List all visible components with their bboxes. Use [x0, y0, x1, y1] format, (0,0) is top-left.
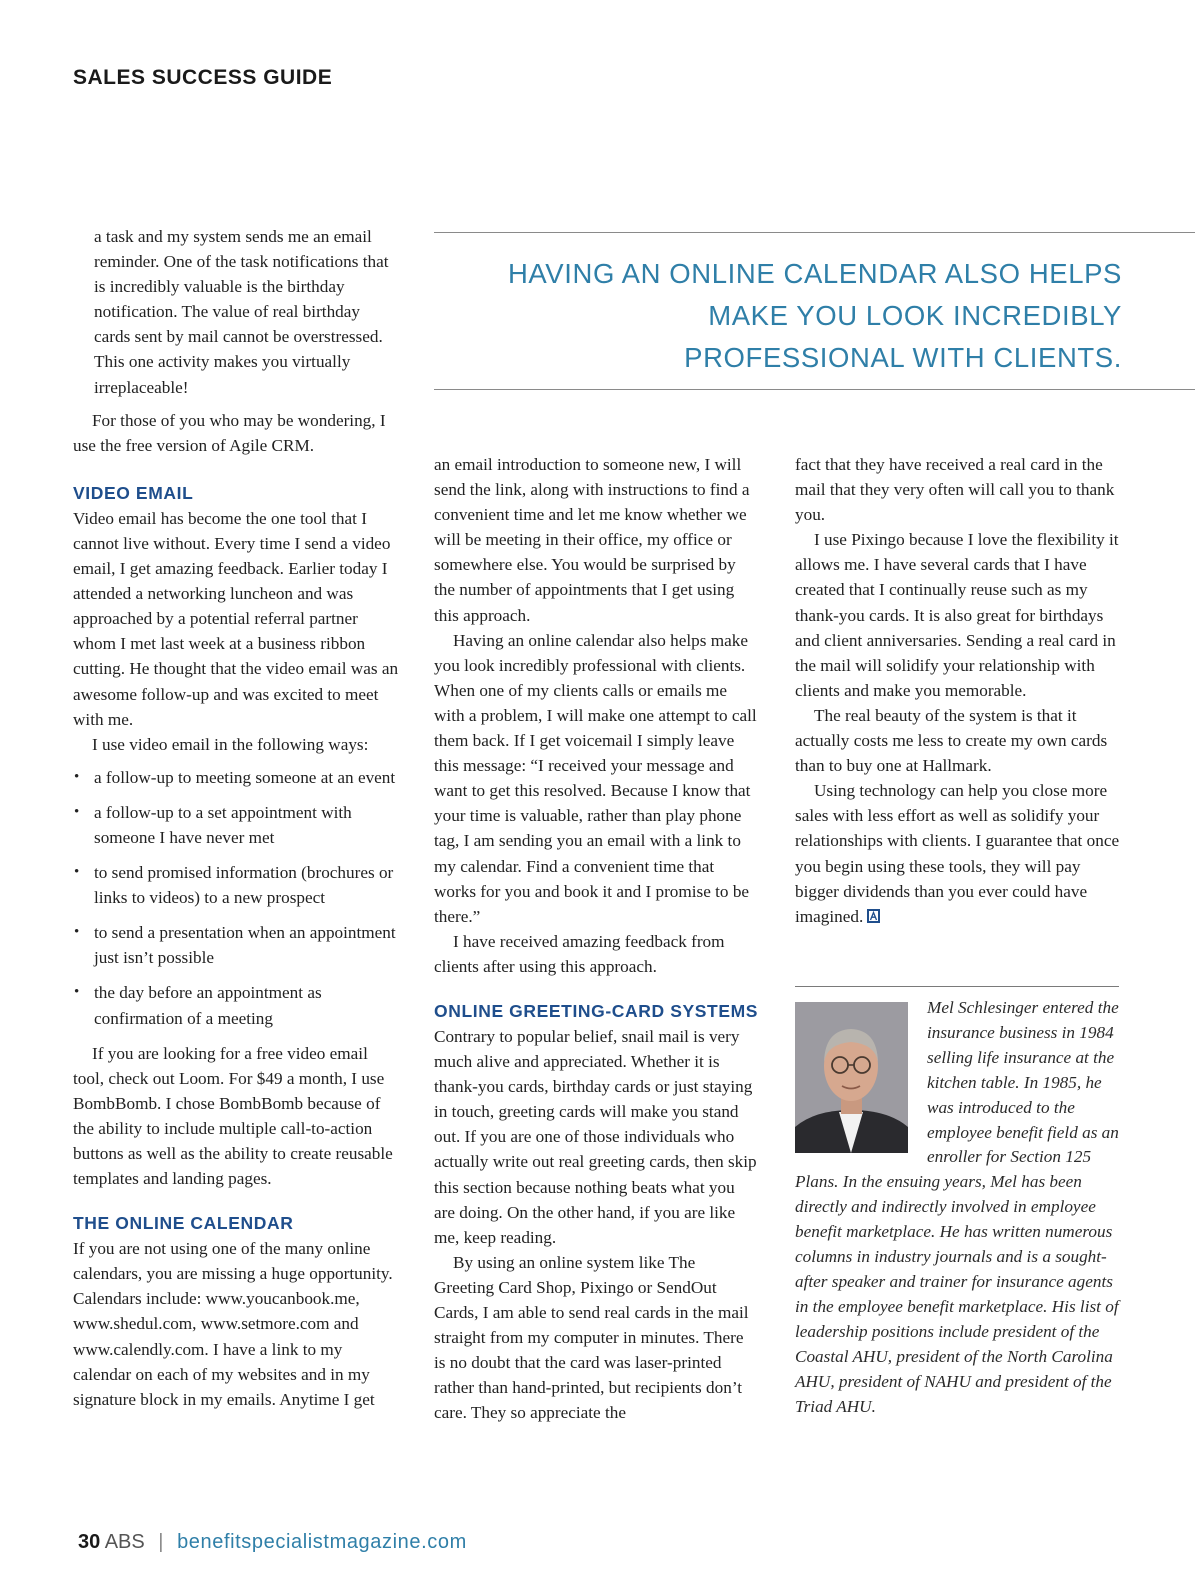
section-title: SALES SUCCESS GUIDE: [73, 66, 333, 89]
author-bio: [795, 996, 1121, 1419]
closing-paragraph: Using technology can help you close more sales with less effort as well as solidify your relationships with clients. I guarantee that once you begin using these tools, they will pay bigger dividends than you ever could have imagined.: [795, 781, 1120, 926]
pull-quote: HAVING AN ONLINE CALENDAR ALSO HELPS MAKE YOU LOOK INCREDIBLY PROFESSIONAL WITH CLIENTS.: [507, 258, 1122, 373]
bullet-icon: •: [74, 864, 80, 881]
section-heading-greeting-cards: ONLINE GREETING-CARD SYSTEMS: [434, 1000, 759, 1021]
list-item: • to send promised information (brochures or links to videos) to a new prospect: [73, 860, 399, 910]
author-portrait: [795, 1002, 908, 1153]
paragraph: For those of you who may be wondering, I use the free version of Agile CRM.: [73, 410, 386, 455]
article-column-3: [795, 452, 1121, 929]
paragraph: If you are not using one of the many online calendars, you are missing a huge opportunity. Calendars include: www.youcanbook.me, www.shedul.com, www.setmore.com and www.calendly.com. I have a link to my calendar on each of my websites and in my signature block in my emails. Anytime I get: [73, 1239, 393, 1409]
list-item: • a follow-up to meeting someone at an event: [73, 765, 399, 790]
paragraph: If you are looking for a free video email tool, check out Loom. For $49 a month, I use BombBomb. I chose BombBomb because of the ability to include multiple call-to-action buttons as well as the ability to create reusable templates and landing pages.: [73, 1043, 393, 1189]
paragraph: Contrary to popular belief, snail mail is very much alive and appreciated. Whether it is thank-you cards, birthday cards or just staying in touch, greeting cards will make you stand out. If you are one of those individuals who actually write out real greeting cards, then skip this section because nothing beats what you are doing. On the other hand, if you are like me, keep reading.: [434, 1026, 757, 1247]
pull-quote-box: [434, 232, 1195, 390]
bullet-icon: •: [74, 924, 80, 941]
website-link[interactable]: benefitspecialistmagazine.com: [177, 1531, 467, 1553]
bullet-list: [73, 765, 399, 1031]
publication-name: ABS: [104, 1531, 145, 1553]
paragraph: By using an online system like The Greeting Card Shop, Pixingo or SendOut Cards, I am able to send real cards in the mail straight from my computer in minutes. There is no doubt that the card was laser-printed rather than hand-printed, but recipients don’t care. They so appreciate the: [434, 1252, 749, 1423]
paragraph: I use video email in the following ways:: [92, 734, 369, 754]
bullet-icon: •: [74, 984, 80, 1001]
paragraph: fact that they have received a real card in the mail that they very often will call you to thank you.: [795, 455, 1115, 525]
article-column-2: [434, 452, 759, 1425]
list-item: • the day before an appointment as confirmation of a meeting: [73, 980, 399, 1030]
article-column-1: [73, 224, 399, 1412]
paragraph: Video email has become the one tool that I cannot live without. Every time I send a video email, I get amazing feedback. Earlier today I attended a networking luncheon and was approached by a potential referral partner whom I met last week at a business ribbon cutting. He thought that the video email was an awesome follow-up and was excited to meet with me.: [73, 508, 399, 729]
paragraph: The real beauty of the system is that it actually costs me less to create my own cards than to buy one at Hallmark.: [795, 705, 1108, 776]
paragraph: I have received amazing feedback from clients after using this approach.: [434, 931, 725, 976]
end-mark-icon: [867, 909, 880, 923]
paragraph: a task and my system sends me an email reminder. One of the task notifications that is incredibly valuable is the birthday notification. The value of real birthday cards sent by mail cannot be overstressed. This one activity makes you virtually irreplaceable!: [94, 227, 389, 397]
page-number: 30: [78, 1531, 101, 1553]
author-photo: [795, 1002, 908, 1153]
section-heading-video-email: VIDEO EMAIL: [73, 482, 194, 503]
list-item: • a follow-up to a set appointment with someone I have never met: [73, 800, 399, 850]
section-heading-online-calendar: THE ONLINE CALENDAR: [73, 1213, 294, 1234]
footer-separator: |: [158, 1531, 164, 1553]
bullet-icon: •: [74, 803, 80, 820]
paragraph: an email introduction to someone new, I will send the link, along with instructions to find a convenient time and let me know whether we will be meeting in their office, my office or somewhere else. You would be surprised by the number of appointments that I get using this approach.: [434, 455, 750, 625]
bio-divider: [795, 986, 1119, 987]
paragraph: I use Pixingo because I love the flexibility it allows me. I have several cards that I have created that I continually reuse such as my thank-you cards. It is also great for birthdays and client anniversaries. Sending a real card in the mail will solidify your relationship with clients and make you memorable.: [795, 530, 1119, 700]
page-footer: [78, 1531, 467, 1554]
list-item: • to send a presentation when an appointment just isn’t possible: [73, 920, 399, 970]
paragraph: Having an online calendar also helps make you look incredibly professional with clients. When one of my clients calls or emails me with a problem, I will make one attempt to call them back. If I get voicemail I simply leave this message: “I received your message and want to get this resolved. Because I know that your time is valuable, rather than play phone tag, I am sending you an email with a link to my calendar. Find a convenient time that works for you and book it and I promise to be there.”: [434, 630, 757, 926]
bullet-icon: •: [74, 768, 80, 785]
bio-text: Mel Schlesinger entered the insurance business in 1984 selling life insurance at the kitchen table. In 1985, he was introduced to the employee benefit field as an enroller for Section 125 Plans. In the ensuing years, Mel has been directly and indirectly involved in employee benefit marketplace. He has written numerous columns in industry journals and is a sought-after speaker and trainer for insurance agents in the employee benefit marketplace. His list of leadership positions include president of the Coastal AHU, president of the North Carolina AHU, president of NAHU and president of the Triad AHU.: [795, 998, 1119, 1416]
